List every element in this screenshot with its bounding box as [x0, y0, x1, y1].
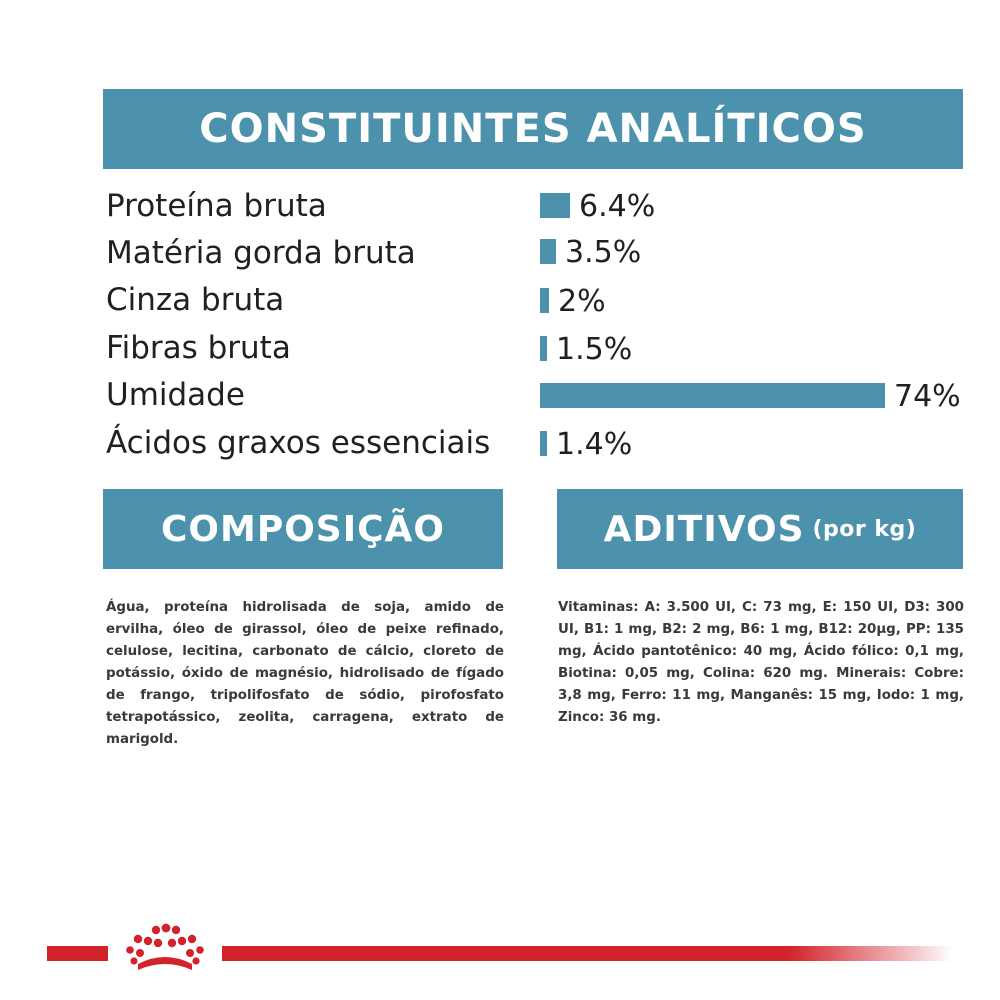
composition-header: [103, 489, 503, 569]
constituent-label: Umidade: [106, 377, 245, 413]
constituent-value: 6.4%: [579, 189, 656, 224]
additives-title: ADITIVOS: [603, 508, 805, 550]
constituent-value: 2%: [558, 284, 606, 319]
analytic-constituents-title: CONSTITUINTES ANALÍTICOS: [199, 106, 867, 152]
brand-logo: [108, 920, 222, 978]
analytic-constituents-header: [103, 89, 963, 169]
constituent-label: Proteína bruta: [106, 188, 327, 224]
constituent-bar: [540, 383, 885, 408]
constituent-bar: [540, 239, 556, 264]
constituent-value: 1.5%: [556, 332, 633, 367]
additives-subtitle: (por kg): [812, 516, 917, 542]
constituent-bar: [540, 336, 547, 361]
additives-text: Vitaminas: A: 3.500 UI, C: 73 mg, E: 150 UI, D3: 300 UI, B1: 1 mg, B2: 2 mg, B6: 1 mg, B12: 20µg, PP: 135 mg, Ácido pantotênico: 40 mg, Ácido fólico: 0,1 mg, Biotina: 0,05 mg, Colina: 620 mg. Minerais: Cobre: 3,8 mg, Ferro: 11 mg, Manganês: 15 mg, Iodo: 1 mg, Zinco: 36 mg.: [558, 600, 964, 725]
constituent-value: 74%: [894, 379, 961, 414]
constituent-bar: [540, 288, 549, 313]
constituent-label: Fibras bruta: [106, 330, 291, 366]
constituent-label: Matéria gorda bruta: [106, 235, 416, 271]
composition-title: COMPOSIÇÃO: [160, 508, 446, 550]
constituent-bar: [540, 431, 547, 456]
constituent-bar: [540, 193, 570, 218]
composition-text: Água, proteína hidrolisada de soja, amido de ervilha, óleo de girassol, óleo de peixe refinado, celulose, lecitina, carbonato de cálcio, cloreto de potássio, óxido de magnésio, hidrolisado de fígado de frango, tripolifosfato de sódio, pirofosfato tetrapotássico, zeolita, carragena, extrato de marigold.: [106, 600, 504, 747]
constituent-value: 3.5%: [565, 235, 642, 270]
constituent-label: Cinza bruta: [106, 282, 285, 318]
additives-header: [557, 489, 963, 569]
royal-canin-crown-icon: [108, 920, 222, 978]
constituent-value: 1.4%: [556, 427, 633, 462]
constituent-label: Ácidos graxos essenciais: [106, 425, 491, 461]
